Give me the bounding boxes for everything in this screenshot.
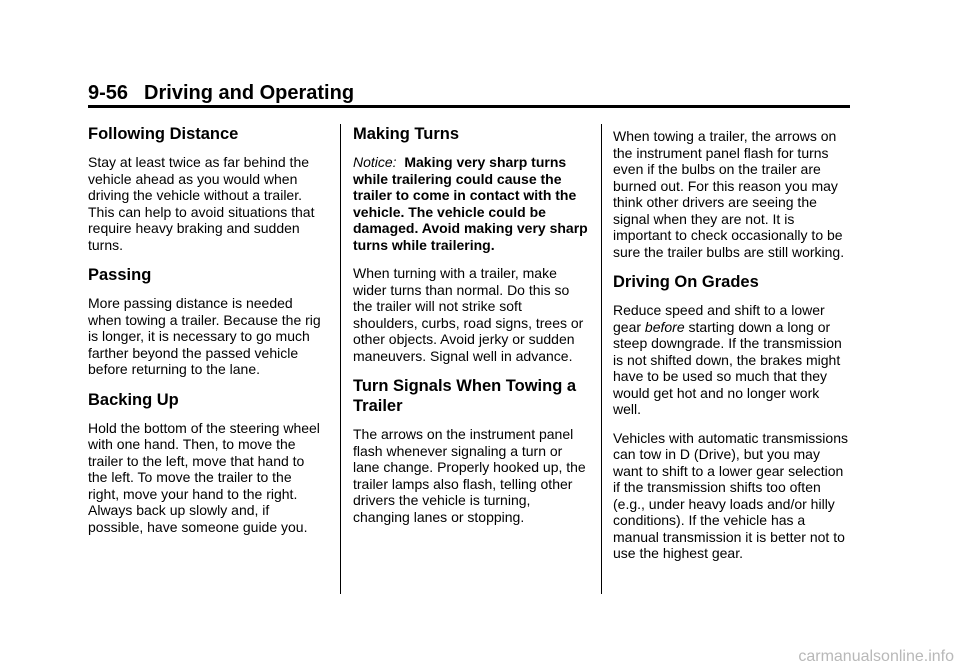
watermark: carmanualsonline.info (798, 648, 954, 665)
heading-backing-up: Backing Up (88, 390, 179, 409)
paragraph-backing-up: Hold the bottom of the steering wheel with one hand. Then, to move the trailer to the left, move that hand to the left. To move the trailer to the right, move your hand to the right. Always back up slowly and, if possible, have someone guide you. (88, 419, 320, 535)
paragraph-following-distance: Stay at least twice as far behind the vehicle ahead as you would when driving the vehicle without a trailer. This can help to avoid situations that require heavy braking and sudden turns. (88, 154, 315, 253)
heading-turn-signals: Turn Signals When Towing a Trailer (353, 377, 577, 415)
grades-text-end: starting down a long or steep downgrade. If the transmission is not shifted down, the brakes might have to be used so much that they would get hot and no longer work well. (613, 318, 842, 417)
paragraph-driving-on-grades (613, 302, 849, 418)
paragraph-automatic-transmission: Vehicles with automatic transmissions can tow in D (Drive), but you may want to shift to a lower gear selection if the transmission shifts too often (e.g., under heavy loads and/or hilly conditions). If the vehicle has a manual transmission it is better not to use the highest gear. (613, 429, 848, 561)
paragraph-trailer-arrows: When towing a trailer, the arrows on the instrument panel flash for turns even if the bulbs on the trailer are burned out. For this reason you may think other drivers are seeing the signal when they are not. It is important to check occasionally to be sure the trailer bulbs are still working. (613, 128, 845, 260)
heading-driving-on-grades: Driving On Grades (613, 273, 759, 291)
heading-passing: Passing (88, 266, 152, 284)
column-2 (353, 124, 589, 537)
page-number: 9-56 (88, 82, 129, 104)
notice-block (353, 154, 589, 253)
column-3 (613, 128, 849, 574)
notice-label: Notice: (353, 154, 397, 170)
heading-following-distance: Following Distance (88, 125, 239, 143)
paragraph-making-turns: When turning with a trailer, make wider turns than normal. Do this so the trailer will not strike soft shoulders, curbs, road signs, trees or other objects. Avoid jerky or sudden maneuvers. Signal well in advance. (353, 265, 584, 364)
paragraph-turn-signals: The arrows on the instrument panel flash whenever signaling a turn or lane change. Properly hooked up, the trailer lamps also flash, telling other drivers the vehicle is turning, changing lanes or stopping. (353, 426, 586, 525)
column-1 (88, 124, 324, 547)
section-title: Driving and Operating (144, 82, 355, 104)
grades-text-start: Reduce speed and shift to a lower gear (613, 302, 825, 335)
page-header (88, 82, 354, 105)
header-rule (88, 105, 850, 108)
grades-text-emphasis: before (644, 318, 685, 335)
notice-text: Making very sharp turns while trailering could cause the trailer to come in contact with the vehicle. The vehicle could be damaged. Avoid making very sharp turns while trailering. (353, 154, 588, 253)
heading-making-turns: Making Turns (353, 125, 460, 143)
paragraph-passing: More passing distance is needed when towing a trailer. Because the rig is longer, it is necessary to go much farther beyond the passed vehicle before returning to the lane. (88, 295, 321, 377)
column-divider-1 (340, 124, 341, 594)
column-divider-2 (601, 124, 602, 594)
